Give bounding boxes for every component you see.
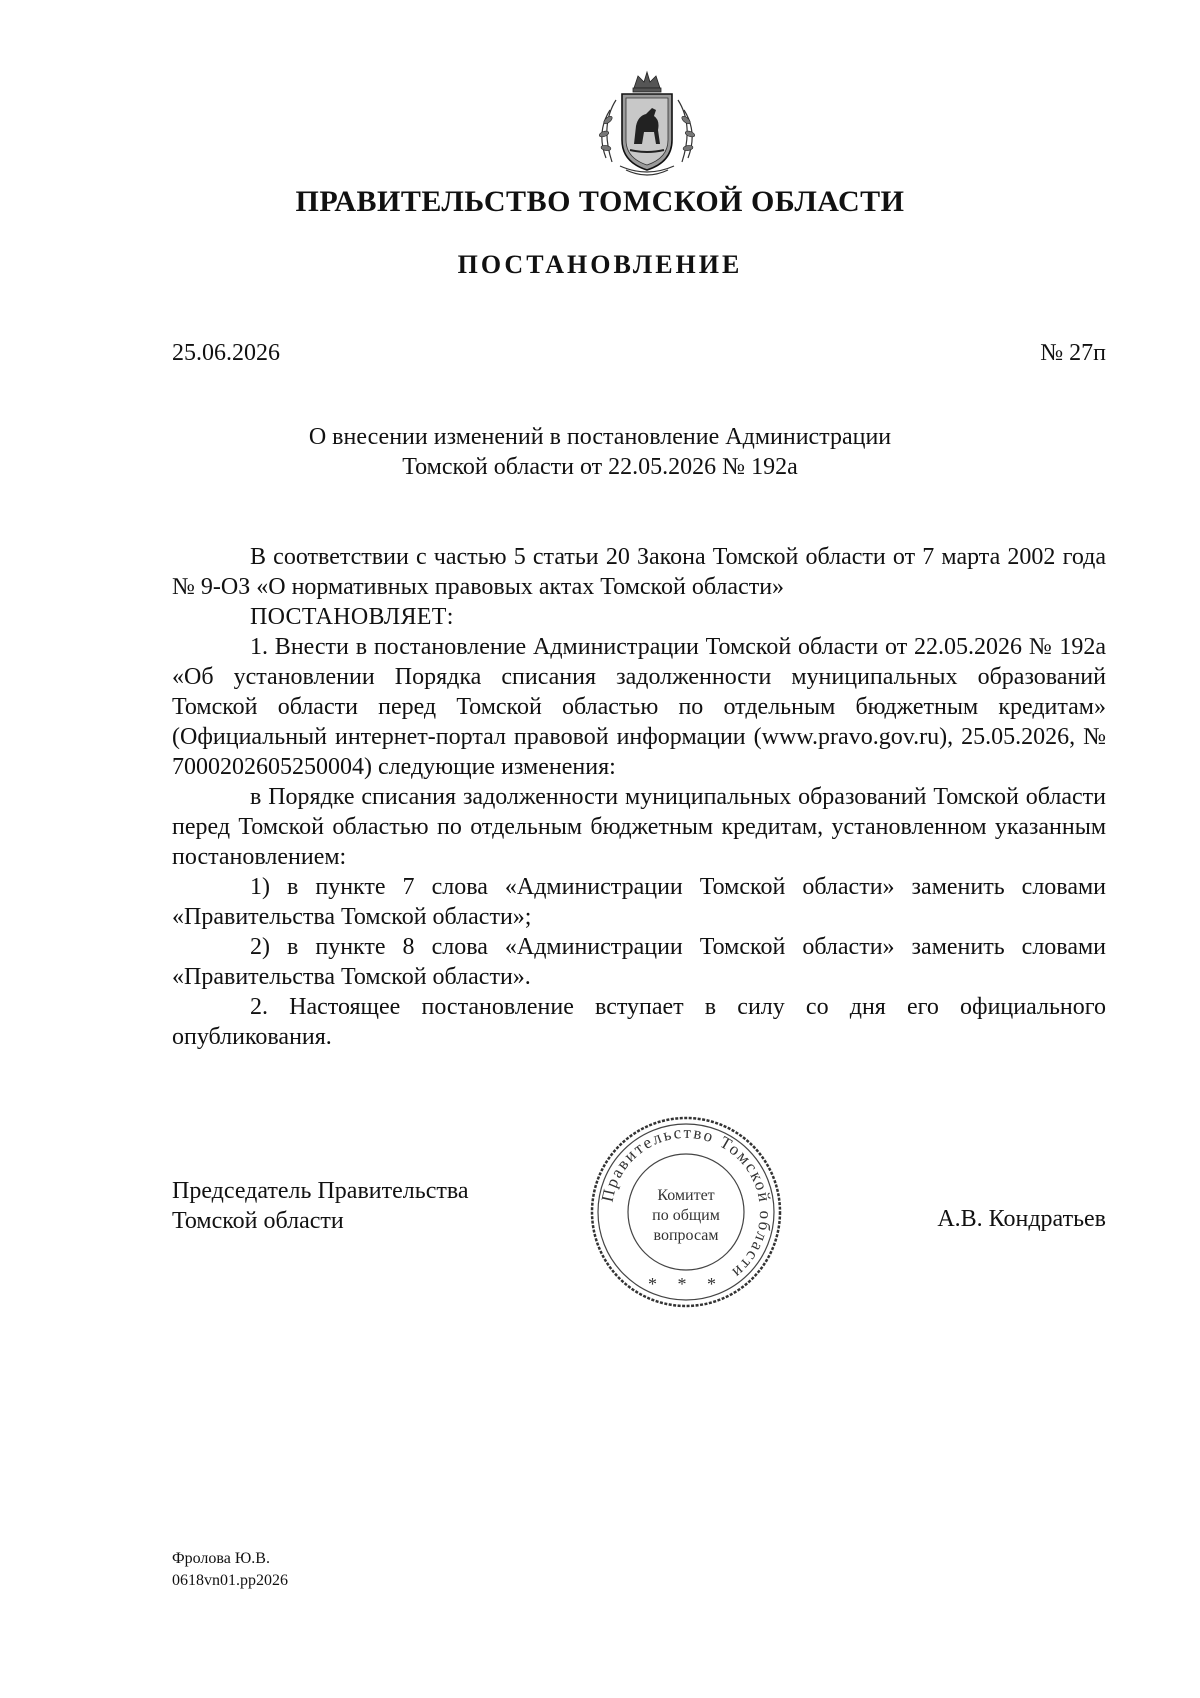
subject-line: О внесении изменений в постановление Администрации (308, 424, 892, 450)
document-body (172, 542, 1106, 1052)
signatory-name: А.В. Кондратьев (937, 1206, 1106, 1232)
body-paragraph: 2) в пункте 8 слова «Администрации Томской области» заменить словами «Правительства Томской области». (172, 934, 1106, 990)
body-paragraph: 1. Внести в постановление Администрации Томской области от 22.05.2026 № 192а «Об установлении Порядка списания задолженности муниципальных образований Томской области перед Томской областью по отдельным бюджетным кредитам» (Официальный интернет-портал правовой информации (www.pravo.gov.ru), 25.05.2026, № 7000202605250004) следующие изменения: (172, 634, 1106, 780)
decree-word: ПОСТАНОВЛЯЕТ: (250, 604, 454, 630)
subject-line: Томской области от 22.05.2026 № 192а (402, 454, 798, 480)
stamp-center-text: Комитет (657, 1187, 715, 1204)
file-code: 0618vn01.pp2026 (172, 1572, 288, 1589)
body-paragraph: В соответствии с частью 5 статьи 20 Закона Томской области от 7 марта 2002 года № 9-ОЗ «О нормативных правовых актах Томской области» (172, 544, 1106, 600)
stamp-ring-text: Правительство Томской области (597, 1122, 776, 1284)
stamp-center-text: вопросам (653, 1227, 719, 1244)
official-stamp (586, 1112, 786, 1312)
document-number: № 27п (1040, 340, 1106, 366)
document-footer (172, 1548, 288, 1592)
signatory-position (172, 1176, 469, 1236)
document-subject (0, 422, 1200, 482)
coat-of-arms-icon (586, 70, 708, 180)
stamp-center-text: по общим (652, 1207, 720, 1224)
stamp-stars: * * * (648, 1274, 724, 1294)
body-paragraph: в Порядке списания задолженности муниципальных образований Томской области перед Томской областью по отдельным бюджетным кредитам, установленном указанным постановлением: (172, 784, 1106, 870)
executor-name: Фролова Ю.В. (172, 1550, 270, 1567)
body-paragraph: 2. Настоящее постановление вступает в силу со дня его официального опубликования. (172, 994, 1106, 1050)
body-paragraph: 1) в пункте 7 слова «Администрации Томской области» заменить словами «Правительства Томской области»; (172, 874, 1106, 930)
document-date: 25.06.2026 (172, 340, 280, 366)
document-type: ПОСТАНОВЛЕНИЕ (457, 250, 743, 279)
position-line: Председатель Правительства (172, 1178, 469, 1204)
organization-title: ПРАВИТЕЛЬСТВО ТОМСКОЙ ОБЛАСТИ (295, 185, 905, 218)
position-line: Томской области (172, 1208, 344, 1234)
